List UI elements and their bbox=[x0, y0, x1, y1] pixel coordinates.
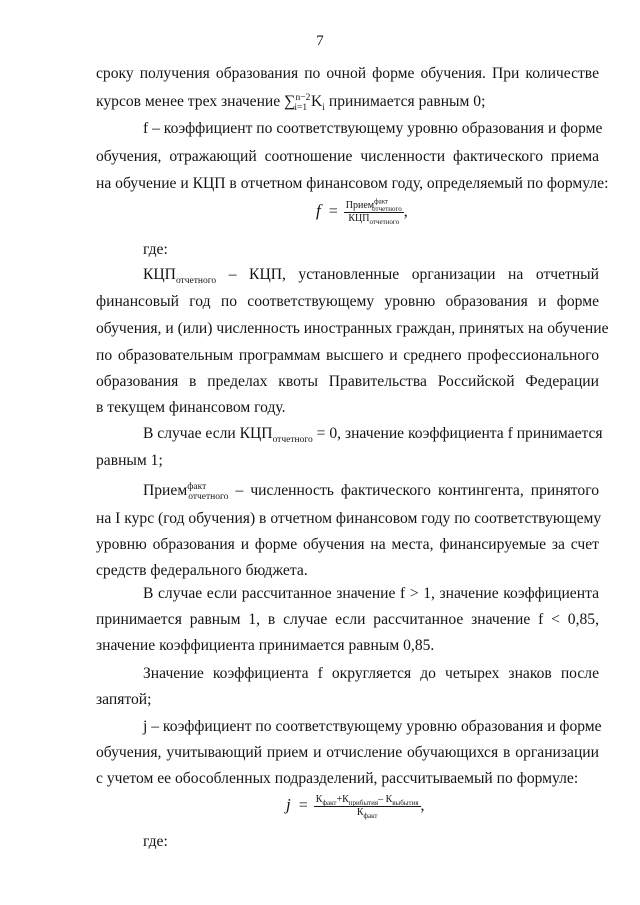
num-k3: К bbox=[385, 794, 393, 805]
priem-term-sup: факт bbox=[187, 481, 207, 492]
formula-f bbox=[316, 197, 408, 226]
f-def-line-2: обучения, отражающий соотношение численности фактического приема bbox=[96, 148, 599, 165]
formula-j-var: j bbox=[286, 795, 291, 815]
kcp-def-line-3: обучения, и (или) численность иностранных граждан, принятых на обучение bbox=[96, 320, 609, 337]
rounding-line-2: запятой; bbox=[96, 691, 152, 708]
formula-j-tail: , bbox=[420, 797, 425, 815]
rounding-line-1: Значение коэффициента f округляется до четырех знаков после bbox=[143, 665, 599, 682]
kcp-term bbox=[143, 266, 217, 287]
j-def-line-1: j – коэффициент по соответствующему уровню образования и форме bbox=[143, 718, 602, 735]
num-plus: + bbox=[336, 794, 343, 805]
paragraph-1-line-2 bbox=[96, 92, 599, 112]
j-def-line-2: обучения, учитывающий прием и отчисление обучающихся в организации bbox=[96, 744, 599, 761]
formula-j-fraction bbox=[314, 794, 421, 819]
sum-lower: i=1 bbox=[294, 103, 308, 114]
f-def-line-1: f – коэффициент по соответствующему уровню образования и форме bbox=[143, 120, 603, 137]
priem-def-line-3: уровню образования и форме обучения на места, финансируемые за счет bbox=[96, 536, 599, 553]
kcp-def-line-4: по образовательным программам высшего и среднего профессионального bbox=[96, 347, 599, 364]
formula-j-denominator bbox=[314, 806, 421, 819]
limits-line-1: В случае если рассчитанное значение f > 1, значение коэффициента bbox=[143, 585, 599, 602]
sum-expression bbox=[284, 92, 325, 114]
den-k-sub: факт bbox=[363, 812, 378, 820]
f-def-line-3: на обучение и КЦП в отчетном финансовом году, определяемый по формуле: bbox=[96, 175, 609, 192]
where-label-1: где: bbox=[143, 241, 168, 258]
formula-f-denominator bbox=[344, 212, 404, 225]
kcp-zero-before: В случае если КЦП bbox=[143, 425, 273, 442]
page-number: 7 bbox=[316, 33, 324, 49]
priem-def-line-2: на I курс (год обучения) в отчетном финансовом году по соответствующему bbox=[96, 510, 602, 527]
limits-line-2: принимается равным 1, в случае если рассчитанное значение f < 0,85, bbox=[96, 611, 599, 628]
kcp-zero-after: = 0, значение коэффициента f принимается bbox=[316, 425, 603, 442]
priem-def-line-4: средств федерального бюджета. bbox=[96, 562, 308, 579]
num-k1: К bbox=[315, 794, 323, 805]
kcp-def-line-6: в текущем финансовом году. bbox=[96, 399, 286, 416]
formula-f-tail: , bbox=[403, 203, 408, 221]
priem-def-line-1-rest: – численность фактического контингента, принятого bbox=[235, 482, 599, 499]
kcp-def-line-5: образования в пределах квоты Правительства Российской Федерации bbox=[96, 373, 599, 390]
kcp-def-line-2: финансовый год по соответствующему уровню образования и форме bbox=[96, 293, 599, 310]
sum-outro-text: принимается равным 0; bbox=[328, 93, 486, 110]
num-k3-sub: выбытия bbox=[392, 799, 419, 807]
paragraph-1-line-1: сроку получения образования по очной форме обучения. При количестве bbox=[96, 65, 599, 82]
priem-def-line-1 bbox=[143, 481, 599, 501]
sum-var: K bbox=[311, 93, 323, 110]
den-base: КЦП bbox=[348, 213, 370, 224]
formula-j-numerator bbox=[314, 794, 421, 806]
priem-term-base: Прием bbox=[143, 482, 188, 499]
num-k1-sub: факт bbox=[322, 799, 337, 807]
formula-j-eq: = bbox=[298, 797, 308, 815]
formula-f-var: f bbox=[316, 201, 321, 221]
limits-line-3: значение коэффициента принимается равным 0,85. bbox=[96, 637, 435, 654]
num-k2-sub: прибытия bbox=[348, 799, 379, 807]
kcp-term-base: КЦП bbox=[143, 266, 176, 283]
kcp-zero-line-2: равным 1; bbox=[96, 452, 163, 469]
num-minus: – bbox=[378, 794, 384, 805]
priem-term-sub: отчетного bbox=[188, 492, 229, 503]
den-k: К bbox=[356, 807, 364, 818]
kcp-term-sub: отчетного bbox=[175, 276, 217, 287]
kcp-zero-sub: отчетного bbox=[272, 435, 313, 446]
where-label-2: где: bbox=[143, 833, 168, 850]
sum-index: i bbox=[322, 103, 325, 114]
sum-upper: n−2 bbox=[295, 92, 311, 103]
kcp-def-line-1-rest: – КЦП, установленные организации на отчетный bbox=[228, 266, 600, 283]
formula-f-eq: = bbox=[328, 203, 338, 221]
formula-f-fraction bbox=[344, 197, 404, 226]
j-def-line-3: с учетом ее обособленных подразделений, рассчитываемый по формуле: bbox=[96, 770, 579, 787]
num-base: Прием bbox=[345, 200, 375, 211]
sum-symbol: ∑ bbox=[284, 93, 296, 110]
formula-f-numerator bbox=[344, 197, 404, 213]
den-sub: отчетного bbox=[369, 218, 400, 226]
sum-intro-text: курсов менее трех значение bbox=[96, 93, 281, 110]
kcp-def-line-1 bbox=[143, 265, 599, 285]
priem-term bbox=[143, 481, 229, 503]
num-sub: отчетного bbox=[372, 205, 402, 213]
num-sup: факт bbox=[374, 197, 389, 206]
kcp-zero-line-1 bbox=[143, 424, 603, 446]
num-k2: К bbox=[342, 794, 349, 805]
formula-j bbox=[286, 794, 425, 819]
